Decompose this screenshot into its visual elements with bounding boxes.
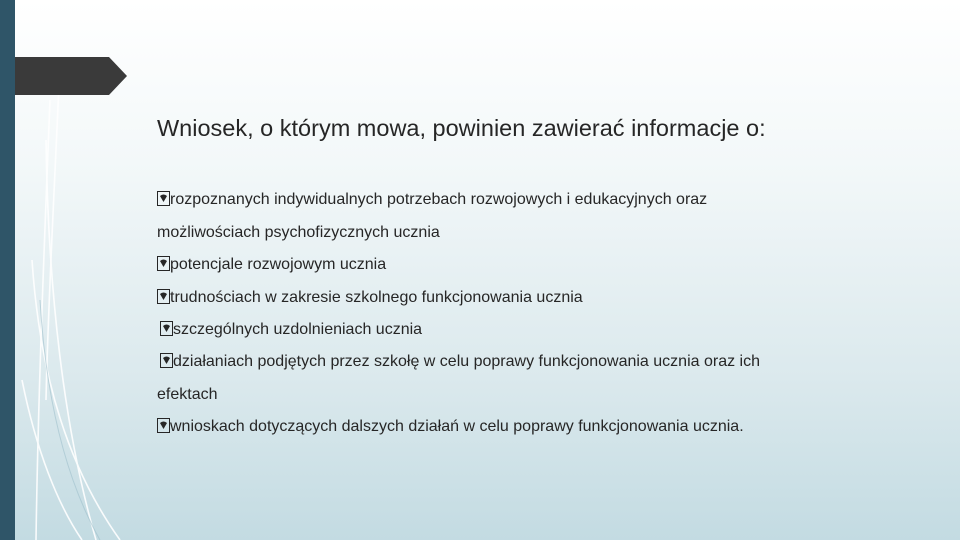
list-item xyxy=(160,352,760,372)
bullet-icon xyxy=(157,191,170,206)
left-accent-bar xyxy=(0,0,15,540)
list-item xyxy=(157,255,386,275)
list-item-text: trudnościach w zakresie szkolnego funkcjonowania ucznia xyxy=(170,289,583,306)
list-item-text: wnioskach dotyczących dalszych działań w celu poprawy funkcjonowania ucznia. xyxy=(170,418,744,435)
list-item-text: rozpoznanych indywidualnych potrzebach rozwojowych i edukacyjnych oraz xyxy=(170,191,708,208)
list-item xyxy=(160,320,422,340)
bullet-icon xyxy=(160,321,173,336)
list-item-text: potencjale rozwojowym ucznia xyxy=(170,256,387,273)
list-item-text: działaniach podjętych przez szkołę w celu poprawy funkcjonowania ucznia oraz ich xyxy=(173,353,760,370)
slide-title: Wniosek, o którym mowa, powinien zawierać informacje o: xyxy=(157,115,766,141)
list-item-text: szczególnych uzdolnieniach ucznia xyxy=(173,321,423,338)
bullet-icon xyxy=(157,418,170,433)
list-item xyxy=(157,190,707,210)
list-item xyxy=(157,223,440,243)
arrow-tab-shape xyxy=(15,57,127,95)
bullet-icon xyxy=(160,353,173,368)
list-item-text: możliwościach psychofizycznych ucznia xyxy=(157,224,440,241)
list-item-text: efektach xyxy=(157,386,218,403)
list-item xyxy=(157,417,744,437)
bullet-icon xyxy=(157,289,170,304)
list-item xyxy=(157,288,583,308)
list-item xyxy=(157,385,217,405)
bullet-icon xyxy=(157,256,170,271)
